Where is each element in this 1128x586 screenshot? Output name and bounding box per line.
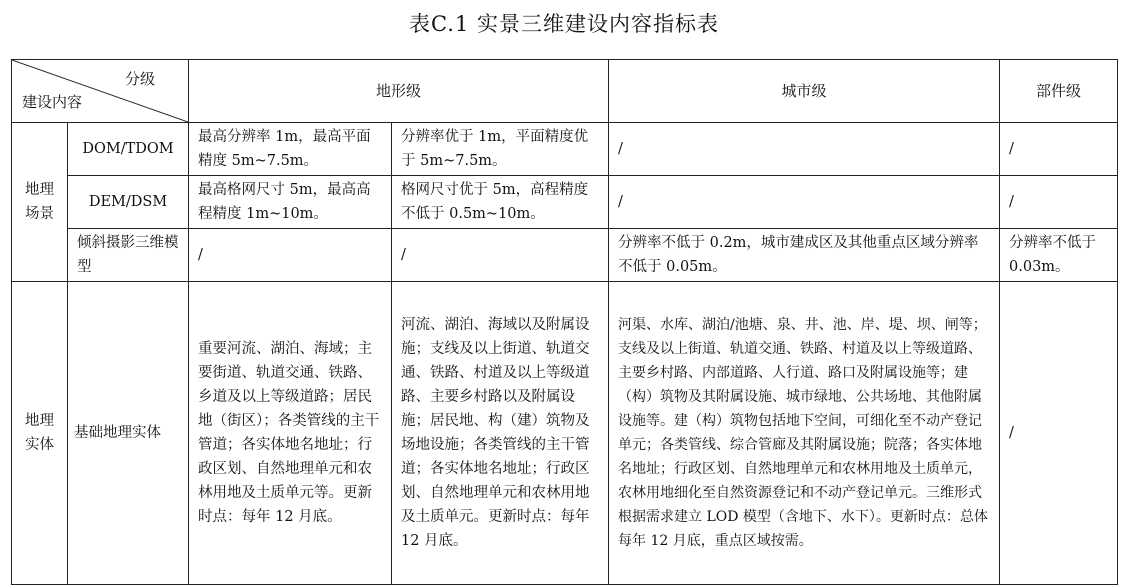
part-cell: 分辨率不低于 0.03m。 — [1000, 229, 1118, 282]
table-row — [12, 123, 1118, 176]
part-cell: / — [1000, 176, 1118, 229]
header-part: 部件级 — [1000, 60, 1118, 123]
diagonal-header-cell — [12, 60, 189, 123]
table-row — [12, 229, 1118, 282]
group-label-entity: 地理实体 — [12, 282, 68, 585]
item-label: 基础地理实体 — [68, 282, 189, 585]
terrain-b-cell: 河流、湖泊、海域以及附属设施；支线及以上街道、轨道交通、铁路、村道及以上等级道路、主要乡村路以及附属设施；居民地、构（建）筑物及场地设施；各类管线的主干管道；各实体地名地址；行政区划、自然地理单元和农林用地及土质单元。更新时点：每年 12 月底。 — [392, 282, 609, 585]
header-row — [12, 60, 1118, 123]
part-cell: / — [1000, 123, 1118, 176]
header-content-label: 建设内容 — [22, 93, 83, 111]
group-label-scene: 地理场景 — [12, 123, 68, 282]
terrain-a-cell: 最高分辨率 1m，最高平面精度 5m~7.5m。 — [189, 123, 392, 176]
header-level-label: 分级 — [124, 70, 155, 88]
terrain-b-cell: 格网尺寸优于 5m，高程精度不低于 0.5m~10m。 — [392, 176, 609, 229]
part-cell: / — [1000, 282, 1118, 585]
terrain-a-cell: 重要河流、湖泊、海域；主要街道、轨道交通、铁路、乡道及以上等级道路；居民地（街区）；各类管线的主干管道；各实体地名地址；行政区划、自然地理单元和农林用地及土质单元等。更新时点：每年 12 月底。 — [189, 282, 392, 585]
item-label: DEM/DSM — [68, 176, 189, 229]
item-label: DOM/TDOM — [68, 123, 189, 176]
indicator-table — [11, 59, 1118, 585]
header-terrain: 地形级 — [189, 60, 609, 123]
city-cell: 分辨率不低于 0.2m，城市建成区及其他重点区域分辨率不低于 0.05m。 — [609, 229, 1000, 282]
header-city: 城市级 — [609, 60, 1000, 123]
table-row — [12, 282, 1118, 585]
city-cell: / — [609, 123, 1000, 176]
table-title: 表C.1 实景三维建设内容指标表 — [408, 12, 720, 36]
item-label: 倾斜摄影三维模型 — [68, 229, 189, 282]
terrain-b-cell: / — [392, 229, 609, 282]
terrain-b-cell: 分辨率优于 1m，平面精度优于 5m~7.5m。 — [392, 123, 609, 176]
terrain-a-cell: 最高格网尺寸 5m，最高高程精度 1m~10m。 — [189, 176, 392, 229]
city-cell: 河渠、水库、湖泊/池塘、泉、井、池、岸、堤、坝、闸等；支线及以上街道、轨道交通、铁路、村道及以上等级道路、主要乡村路、内部道路、人行道、路口及附属设施等；建（构）筑物及其附属设施、城市绿地、公共场地、其他附属设施等。建（构）筑物包括地下空间，可细化至不动产登记单元；各类管线、综合管廊及其附属设施；院落；各实体地名地址；行政区划、自然地理单元和农林用地及土质单元，农林用地细化至自然资源登记和不动产登记单元。三维形式根据需求建立 LOD 模型（含地下、水下）。更新时点：总体每年 12 月底，重点区域按需。 — [609, 282, 1000, 585]
terrain-a-cell: / — [189, 229, 392, 282]
table-row — [12, 176, 1118, 229]
city-cell: / — [609, 176, 1000, 229]
